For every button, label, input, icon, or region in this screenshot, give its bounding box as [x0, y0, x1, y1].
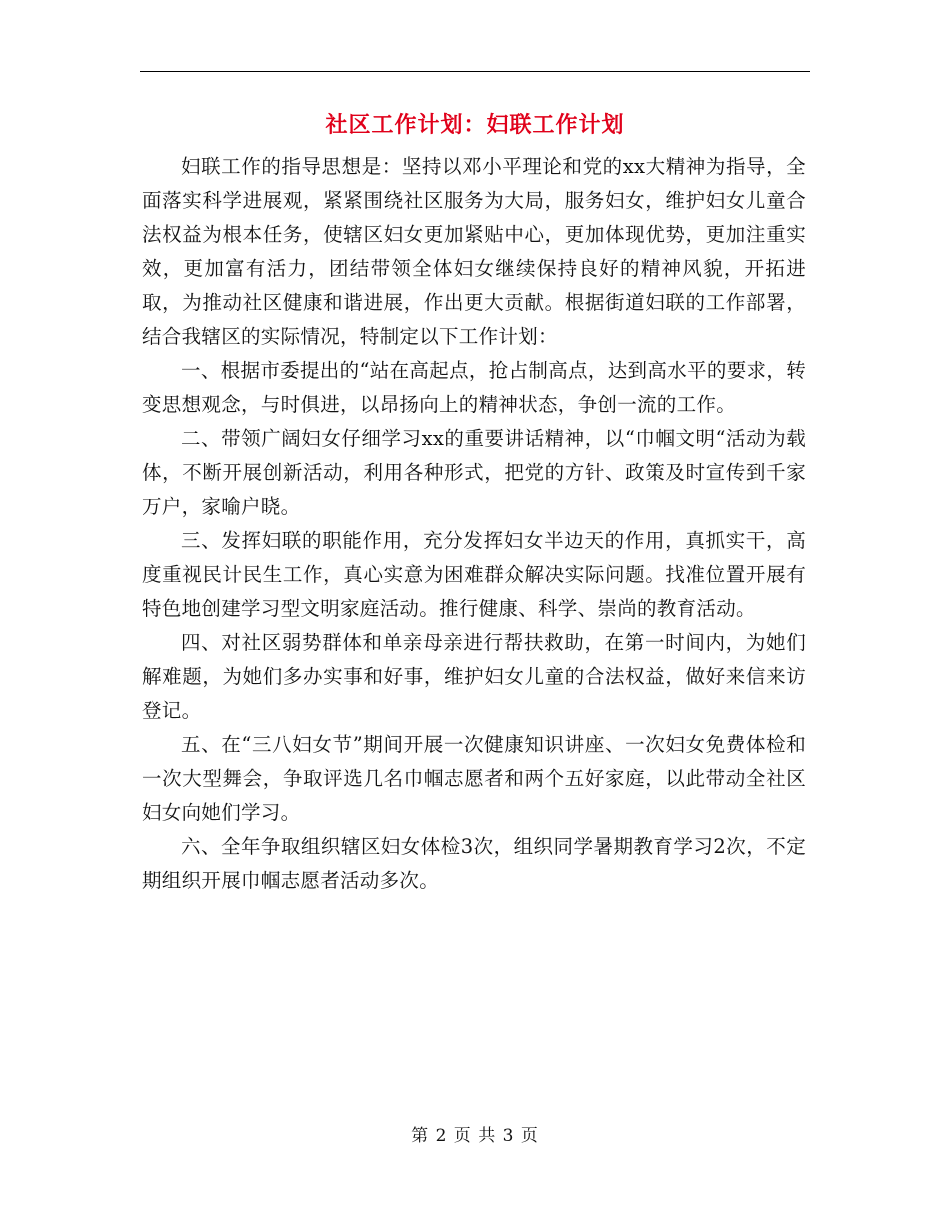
page-number-footer: 第 2 页 共 3 页: [411, 1126, 539, 1146]
paragraph-item-4: 四、对社区弱势群体和单亲母亲进行帮扶救助，在第一时间内，为她们解难题，为她们多办实事和好事，维护妇女儿童的合法权益，做好来信来访登记。: [142, 631, 806, 722]
paragraph-item-3: 三、发挥妇联的职能作用，充分发挥妇女半边天的作用，真抓实干，高度重视民计民生工作，真心实意为困难群众解决实际问题。找准位置开展有特色地创建学习型文明家庭活动。推行健康、科学、崇尚的教育活动。: [142, 529, 806, 620]
document-title: 社区工作计划：妇联工作计划: [325, 112, 625, 138]
header-rule: [140, 71, 810, 72]
paragraph-item-6: 六、全年争取组织辖区妇女体检3次，组织同学暑期教育学习2次，不定期组织开展巾帼志愿者活动多次。: [142, 835, 806, 892]
paragraph-item-5: 五、在“三八妇女节”期间开展一次健康知识讲座、一次妇女免费体检和一次大型舞会，争取评选几名巾帼志愿者和两个五好家庭，以此带动全社区妇女向她们学习。: [142, 733, 806, 824]
paragraph-item-2: 二、带领广阔妇女仔细学习xx的重要讲话精神，以“巾帼文明“活动为载体，不断开展创新活动，利用各种形式，把党的方针、政策及时宣传到千家万户，家喻户晓。: [142, 427, 806, 518]
paragraph-guiding-ideology: 妇联工作的指导思想是：坚持以邓小平理论和党的xx大精神为指导，全面落实科学进展观，紧紧围绕社区服务为大局，服务妇女，维护妇女儿童合法权益为根本任务，使辖区妇女更加紧贴中心，更加体现优势，更加注重实效，更加富有活力，团结带领全体妇女继续保持良好的精神风貌，开拓进取，为推动社区健康和谐进展，作出更大贡献。根据街道妇联的工作部署，结合我辖区的实际情况，特制定以下工作计划：: [142, 155, 806, 348]
document-body: [142, 150, 806, 898]
paragraph-item-1: 一、根据市委提出的“站在高起点，抢占制高点，达到高水平的要求，转变思想观念，与时俱进，以昂扬向上的精神状态，争创一流的工作。: [142, 359, 806, 416]
